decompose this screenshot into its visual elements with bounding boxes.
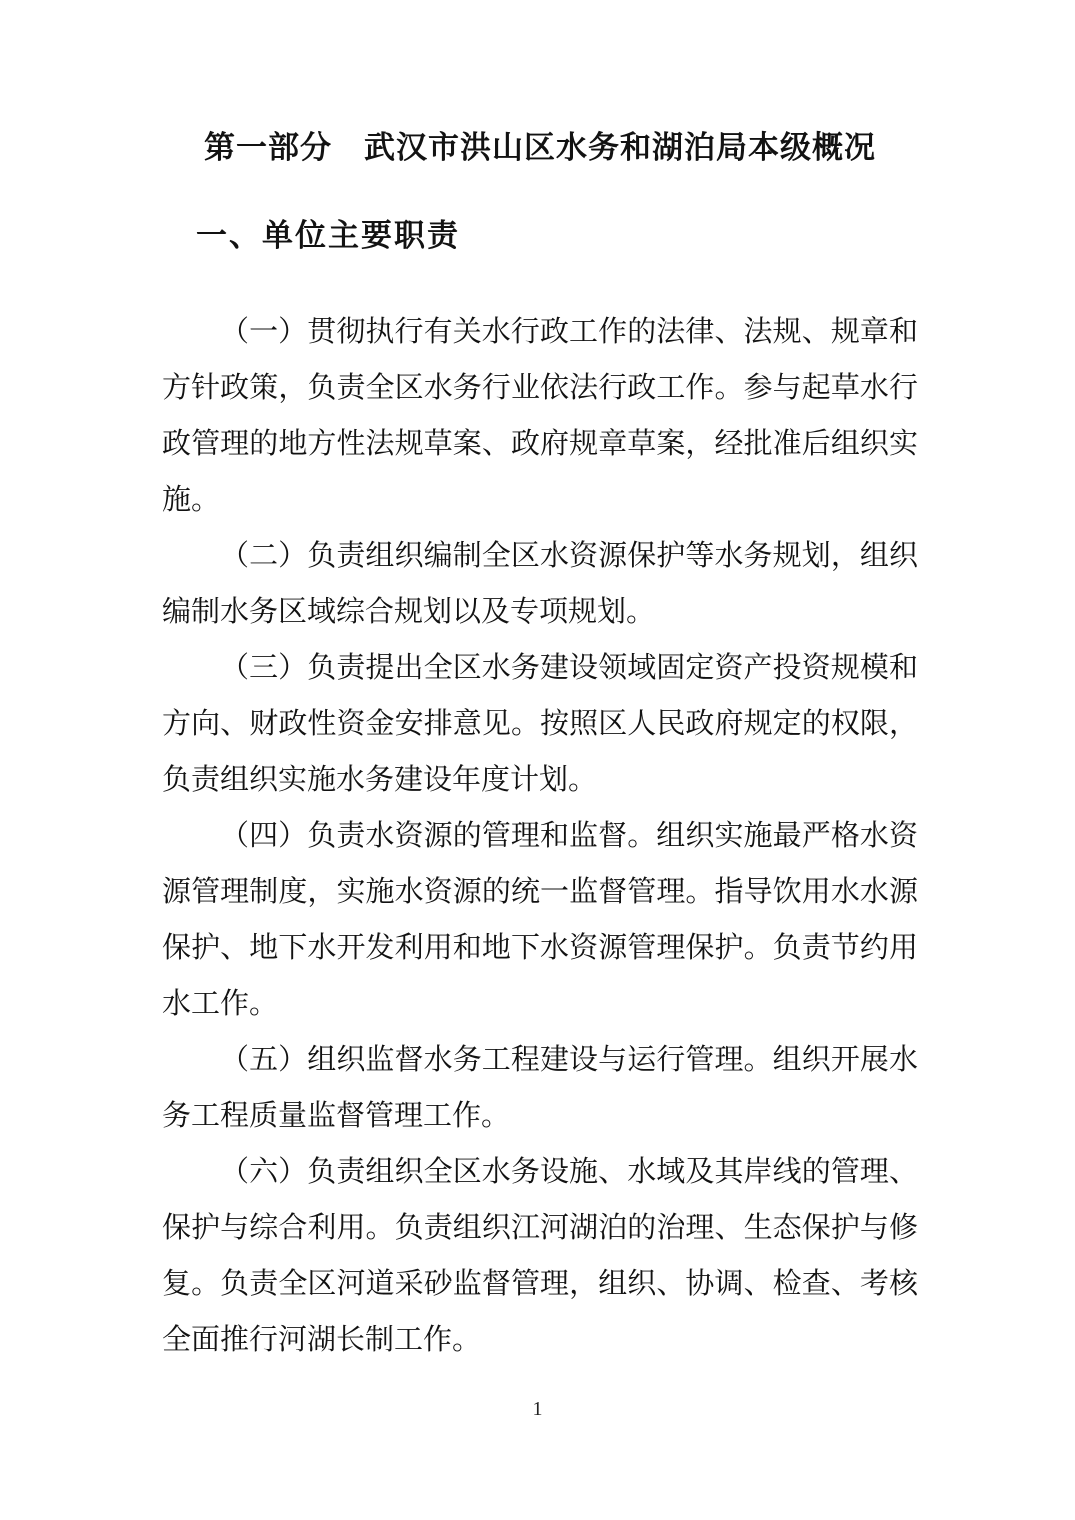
paragraph-1: （一）贯彻执行有关水行政工作的法律、法规、规章和方针政策，负责全区水务行业依法行政工作。参与起草水行政管理的地方性法规草案、政府规章草案，经批准后组织实施。 (162, 316, 918, 516)
paragraph-list (162, 304, 918, 1368)
document-title: 第一部分 武汉市洪山区水务和湖泊局本级概况 (204, 130, 876, 165)
paragraph-3: （三）负责提出全区水务建设领域固定资产投资规模和方向、财政性资金安排意见。按照区人民政府规定的权限，负责组织实施水务建设年度计划。 (162, 652, 918, 796)
page-number: 1 (532, 1398, 543, 1420)
paragraph-5: （五）组织监督水务工程建设与运行管理。组织开展水务工程质量监督管理工作。 (162, 1044, 918, 1132)
document-content (162, 0, 918, 1368)
section-heading: 一、单位主要职责 (196, 218, 460, 253)
paragraph-4: （四）负责水资源的管理和监督。组织实施最严格水资源管理制度，实施水资源的统一监督管理。指导饮用水水源保护、地下水开发利用和地下水资源管理保护。负责节约用水工作。 (162, 820, 918, 1020)
paragraph-2: （二）负责组织编制全区水资源保护等水务规划，组织编制水务区域综合规划以及专项规划。 (162, 540, 918, 628)
paragraph-6: （六）负责组织全区水务设施、水域及其岸线的管理、保护与综合利用。负责组织江河湖泊的治理、生态保护与修复。负责全区河道采砂监督管理，组织、协调、检查、考核全面推行河湖长制工作。 (162, 1156, 918, 1356)
